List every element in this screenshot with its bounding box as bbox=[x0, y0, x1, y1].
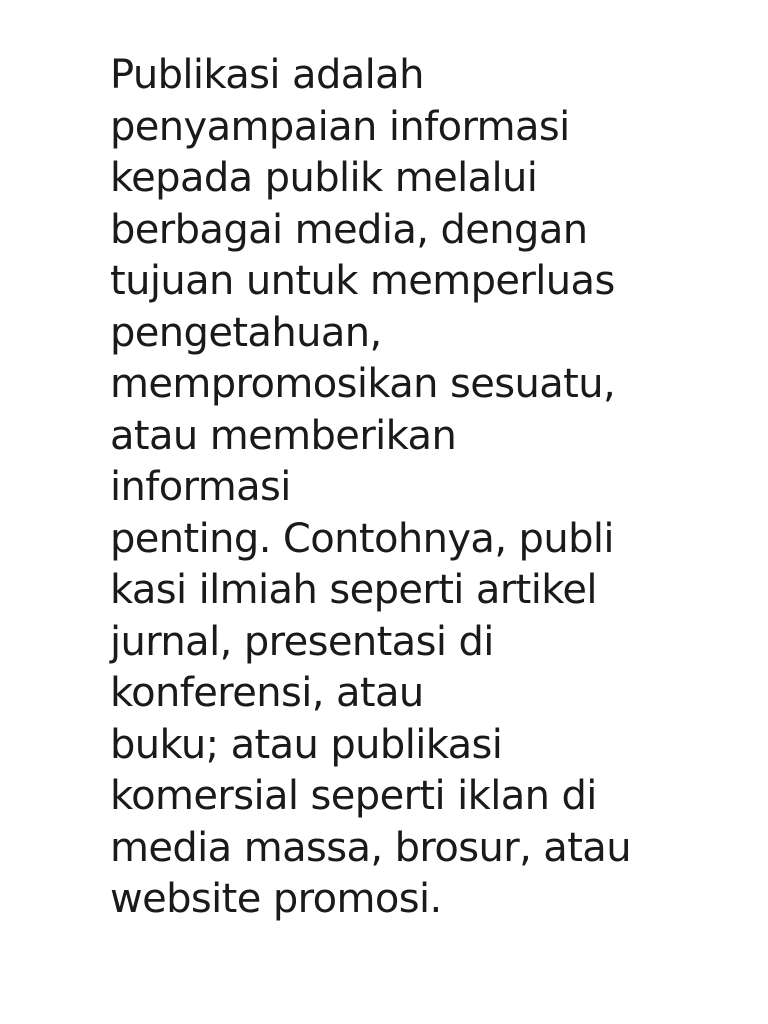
paragraph-line: tujuan untuk memperluas bbox=[110, 258, 615, 304]
paragraph-line: kasi ilmiah seperti artikel bbox=[110, 567, 597, 613]
paragraph-line: berbagai media, dengan bbox=[110, 206, 588, 253]
paragraph-line: buku; atau publikasi bbox=[110, 721, 503, 768]
paragraph-line: konferensi, atau bbox=[110, 670, 424, 716]
paragraph-line: media massa, brosur, atau bbox=[110, 824, 631, 871]
paragraph-line: website promosi. bbox=[110, 876, 442, 922]
paragraph-line: penyampaian informasi bbox=[110, 103, 570, 150]
paragraph-line: atau memberikan bbox=[110, 412, 457, 459]
paragraph-line: mempromosikan sesuatu, bbox=[110, 361, 616, 407]
paragraph-line: Publikasi adalah bbox=[110, 52, 424, 98]
paragraph-line: komersial seperti iklan di bbox=[110, 773, 597, 819]
paragraph-line: pengetahuan, bbox=[110, 309, 382, 356]
paragraph-line: kepada publik melalui bbox=[110, 155, 538, 201]
paragraph-line: jurnal, presentasi di bbox=[110, 618, 494, 665]
body-paragraph bbox=[110, 50, 670, 926]
paragraph-line: informasi bbox=[110, 464, 291, 510]
paragraph-line: penting. Contohnya, publi bbox=[110, 515, 614, 562]
